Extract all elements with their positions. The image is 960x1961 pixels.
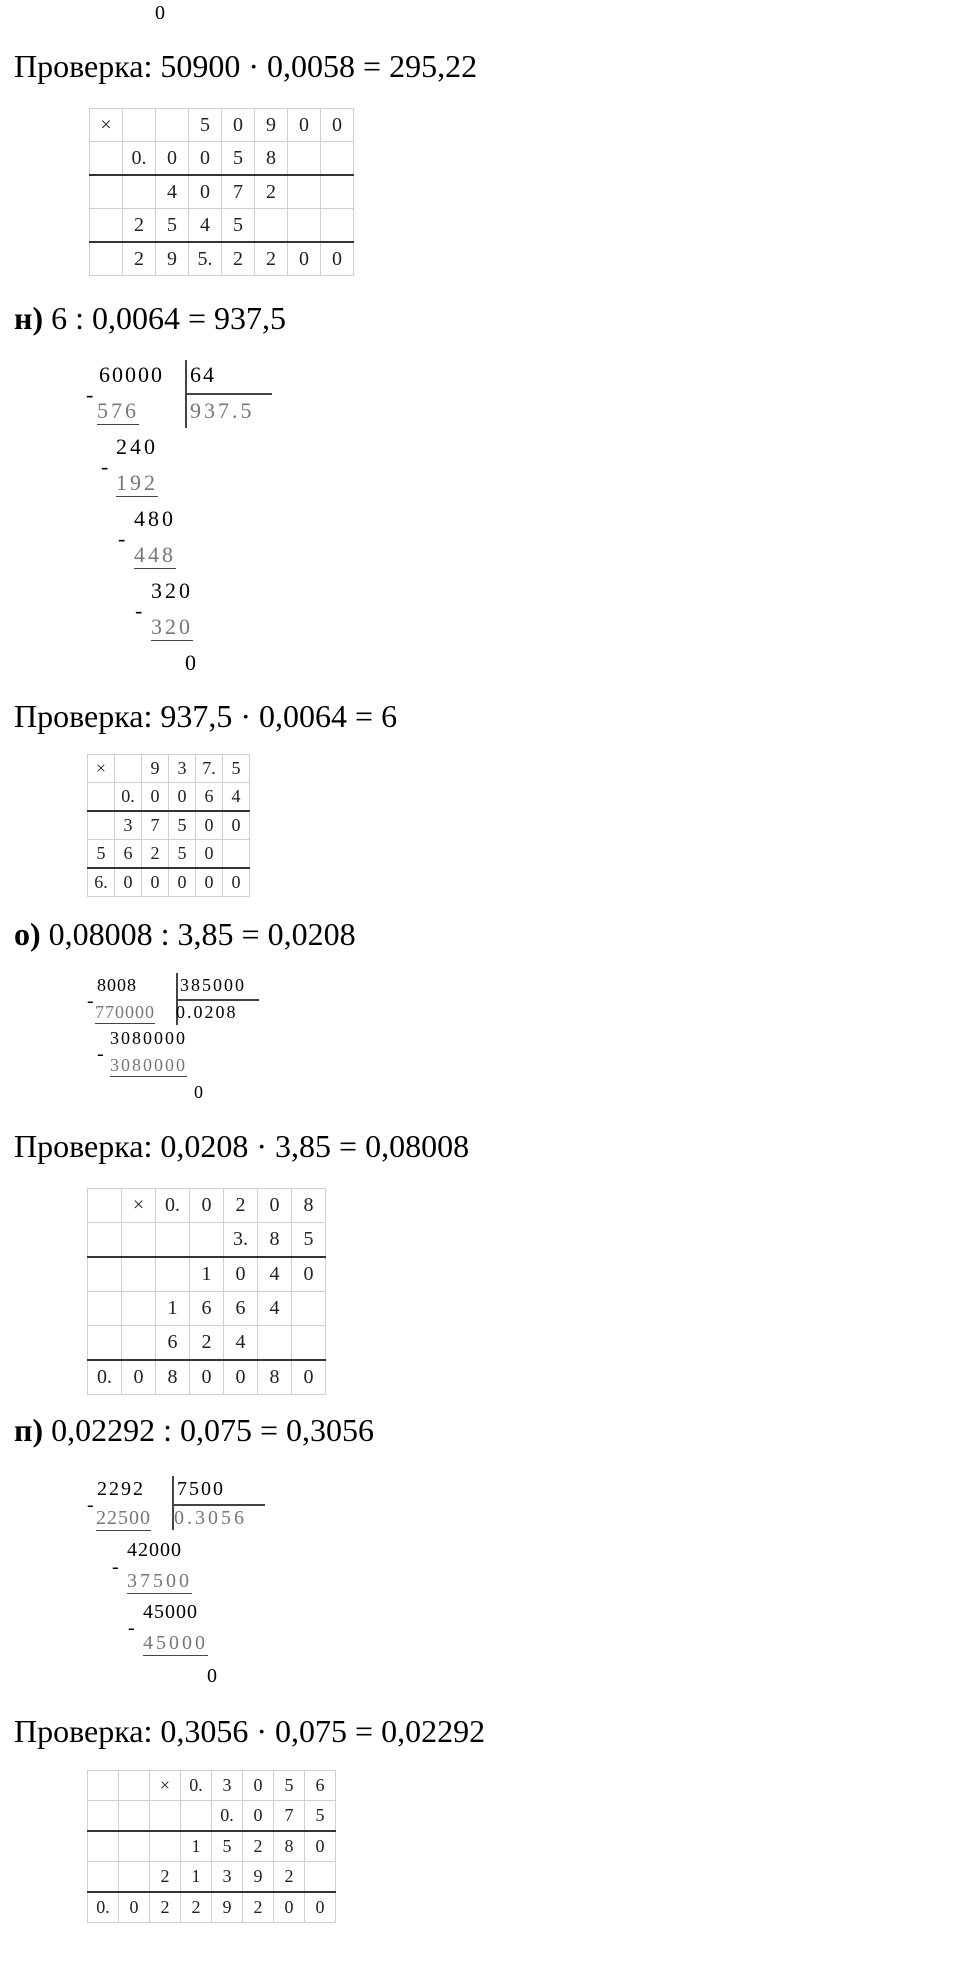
step-2: 42000 (127, 1539, 182, 1561)
grid-cell: 0 (288, 109, 321, 142)
grid-cell: 0. (88, 1892, 119, 1923)
grid-cell (321, 175, 354, 209)
grid-cell: 2 (255, 242, 288, 276)
grid-cell (156, 1223, 190, 1258)
grid-row (88, 811, 250, 840)
grid-cell: 0 (196, 840, 223, 869)
grid-row (90, 175, 354, 209)
grid-cell: 5 (305, 1801, 336, 1832)
grid-cell: 0 (119, 1892, 150, 1923)
grid-cell: 5 (212, 1831, 243, 1862)
grid-cell: 6 (305, 1771, 336, 1801)
grid-cell: 0 (305, 1892, 336, 1923)
quotient: 0.0208 (176, 1002, 238, 1022)
grid-row (88, 1831, 336, 1862)
grid-cell: 5 (223, 755, 250, 783)
dividend: 60000 (99, 362, 164, 387)
step-5: 448 (134, 542, 176, 567)
grid-cell (88, 1257, 122, 1292)
grid-cell: 0 (169, 783, 196, 812)
minus-sign: - (101, 454, 109, 479)
grid-cell: 5 (169, 811, 196, 840)
grid-cell: 0 (156, 142, 189, 176)
grid-cell: 7 (274, 1801, 305, 1832)
grid-row (88, 1257, 326, 1292)
multiplication-grid-m (89, 108, 354, 276)
grid-cell (88, 1223, 122, 1258)
quotient: 937.5 (190, 398, 255, 423)
grid-cell: 3 (212, 1771, 243, 1801)
grid-cell (292, 1326, 326, 1361)
grid-cell: 2 (224, 1189, 258, 1223)
grid-cell: 1 (190, 1257, 224, 1292)
step-1: 576 (97, 398, 139, 423)
minus-sign: - (135, 598, 143, 623)
grid-row (88, 1862, 336, 1893)
grid-cell: 9 (142, 755, 169, 783)
grid-cell: 0 (196, 811, 223, 840)
multiply-sign: × (150, 1771, 181, 1801)
grid-cell: 7 (222, 175, 255, 209)
grid-cell (150, 1801, 181, 1832)
grid-row (88, 1223, 326, 1258)
step-3: 192 (116, 470, 158, 495)
grid-cell: 1 (181, 1862, 212, 1893)
grid-row (88, 1360, 326, 1395)
check-expression: 0,3056 · 0,075 = 0,02292 (160, 1713, 486, 1749)
minus-sign: - (86, 382, 94, 407)
grid-cell (305, 1862, 336, 1893)
grid-row (88, 1326, 326, 1361)
grid-cell: 0 (292, 1257, 326, 1292)
grid-cell: 0 (258, 1189, 292, 1223)
grid-cell (88, 1831, 119, 1862)
grid-cell: 5 (189, 109, 222, 142)
grid-cell (292, 1292, 326, 1326)
grid-cell: 2 (243, 1892, 274, 1923)
step-5: 45000 (143, 1632, 208, 1654)
grid-cell (88, 1801, 119, 1832)
check-expression: 50900 · 0,0058 = 295,22 (160, 48, 478, 84)
grid-row (90, 209, 354, 243)
minus-sign: - (87, 1494, 94, 1516)
grid-cell: 2 (190, 1326, 224, 1361)
grid-cell (88, 783, 115, 812)
task-letter: п) (14, 1412, 44, 1448)
grid-cell: 5 (274, 1771, 305, 1801)
grid-cell (321, 142, 354, 176)
grid-cell: 0 (189, 142, 222, 176)
grid-cell (223, 840, 250, 869)
step-2: 3080000 (110, 1028, 187, 1048)
grid-cell (156, 1257, 190, 1292)
grid-cell: 4 (258, 1257, 292, 1292)
remainder: 0 (185, 650, 196, 675)
grid-cell: 3 (212, 1862, 243, 1893)
grid-cell: 6. (88, 868, 115, 897)
grid-cell: 4 (189, 209, 222, 243)
grid-cell: 0 (288, 242, 321, 276)
grid-cell: 0 (169, 868, 196, 897)
previous-remainder: 0 (155, 2, 165, 24)
grid-cell: 6 (224, 1292, 258, 1326)
grid-cell: 2 (181, 1892, 212, 1923)
task-expression: 0,08008 : 3,85 = 0,0208 (48, 916, 356, 952)
grid-cell: 2 (222, 242, 255, 276)
grid-cell: 0 (224, 1257, 258, 1292)
divisor: 7500 (177, 1478, 225, 1500)
grid-cell: 0 (222, 109, 255, 142)
check-heading-p (14, 1713, 485, 1749)
grid-cell: 2 (243, 1831, 274, 1862)
grid-cell: 9 (255, 109, 288, 142)
grid-row (90, 242, 354, 276)
grid-cell: 6 (156, 1326, 190, 1361)
task-letter: о) (14, 916, 41, 952)
grid-row (88, 1771, 336, 1801)
grid-cell: 9 (243, 1862, 274, 1893)
grid-cell: 0. (123, 142, 156, 176)
step-2: 240 (116, 434, 158, 459)
grid-row (90, 142, 354, 176)
grid-cell: 0 (190, 1360, 224, 1395)
remainder: 0 (194, 1082, 203, 1102)
grid-cell: 6 (196, 783, 223, 812)
grid-cell: 0 (142, 868, 169, 897)
grid-cell (88, 1326, 122, 1361)
grid-row (88, 840, 250, 869)
grid-cell (181, 1801, 212, 1832)
grid-cell (122, 1292, 156, 1326)
grid-cell (122, 1326, 156, 1361)
check-heading-n (14, 698, 397, 734)
grid-cell (288, 175, 321, 209)
multiplication-grid-n (87, 754, 250, 897)
grid-row (88, 1801, 336, 1832)
grid-cell: 8 (292, 1189, 326, 1223)
step-3: 37500 (127, 1570, 192, 1592)
grid-cell: 4 (224, 1326, 258, 1361)
grid-cell: 5 (222, 142, 255, 176)
grid-cell: 7. (196, 755, 223, 783)
check-label: Проверка: (14, 698, 153, 734)
grid-cell (122, 1257, 156, 1292)
grid-cell: 2 (123, 242, 156, 276)
grid-cell (258, 1326, 292, 1361)
grid-cell: 0 (224, 1360, 258, 1395)
grid-cell (88, 1292, 122, 1326)
multiply-sign: × (88, 755, 115, 783)
grid-cell: 8 (274, 1831, 305, 1862)
grid-cell: 8 (258, 1223, 292, 1258)
minus-sign: - (112, 1556, 119, 1578)
grid-cell: 5 (156, 209, 189, 243)
minus-sign: - (118, 526, 126, 551)
grid-cell: 0 (243, 1771, 274, 1801)
grid-cell: 5 (292, 1223, 326, 1258)
grid-cell: 0. (181, 1771, 212, 1801)
grid-cell: 8 (255, 142, 288, 176)
grid-cell: 0 (115, 868, 142, 897)
grid-cell: 3. (224, 1223, 258, 1258)
grid-cell: 0 (223, 868, 250, 897)
grid-cell: 8 (156, 1360, 190, 1395)
grid-cell: 0 (305, 1831, 336, 1862)
task-heading-n (14, 300, 286, 336)
task-heading-o (14, 916, 356, 952)
grid-cell: 0 (274, 1892, 305, 1923)
task-heading-p (14, 1412, 374, 1448)
grid-cell: 6 (115, 840, 142, 869)
grid-cell: 5. (189, 242, 222, 276)
grid-cell (119, 1831, 150, 1862)
grid-cell (88, 811, 115, 840)
grid-cell (123, 175, 156, 209)
grid-cell (90, 175, 123, 209)
grid-row (88, 783, 250, 812)
grid-row (88, 1292, 326, 1326)
grid-cell: 0 (223, 811, 250, 840)
check-heading-o (14, 1128, 469, 1164)
grid-cell (88, 1771, 119, 1801)
grid-cell: 2 (123, 209, 156, 243)
step-6: 320 (151, 578, 193, 603)
grid-row (88, 1189, 326, 1223)
grid-cell: 7 (142, 811, 169, 840)
step-1: 22500 (96, 1507, 151, 1529)
step-1: 770000 (95, 1002, 155, 1022)
task-expression: 0,02292 : 0,075 = 0,3056 (51, 1412, 375, 1448)
grid-cell: 2 (150, 1862, 181, 1893)
grid-row (88, 868, 250, 897)
grid-cell: 0. (88, 1360, 122, 1395)
step-4: 45000 (143, 1601, 198, 1623)
grid-cell (150, 1831, 181, 1862)
grid-cell (90, 209, 123, 243)
grid-row (90, 109, 354, 142)
grid-cell (288, 142, 321, 176)
grid-cell: 0 (292, 1360, 326, 1395)
grid-cell: 2 (255, 175, 288, 209)
grid-cell: 2 (150, 1892, 181, 1923)
grid-cell (156, 109, 189, 142)
grid-cell (321, 209, 354, 243)
quotient: 0.3056 (174, 1507, 247, 1529)
grid-cell: 6 (190, 1292, 224, 1326)
grid-cell: 4 (223, 783, 250, 812)
grid-cell (255, 209, 288, 243)
grid-cell (90, 142, 123, 176)
minus-sign: - (97, 1043, 104, 1065)
grid-cell: 0 (321, 242, 354, 276)
grid-cell: 0 (243, 1801, 274, 1832)
grid-cell: 0 (321, 109, 354, 142)
dividend: 8008 (97, 975, 137, 995)
grid-cell: 0 (190, 1189, 224, 1223)
grid-cell: 5 (222, 209, 255, 243)
multiplication-grid-p (87, 1770, 336, 1923)
grid-cell: 1 (181, 1831, 212, 1862)
minus-sign: - (128, 1617, 135, 1639)
grid-cell: 9 (156, 242, 189, 276)
grid-cell (119, 1862, 150, 1893)
check-label: Проверка: (14, 1713, 153, 1749)
remainder: 0 (207, 1665, 217, 1687)
grid-row (88, 755, 250, 783)
minus-sign: - (87, 990, 94, 1012)
check-expression: 937,5 · 0,0064 = 6 (160, 698, 398, 734)
divisor: 64 (190, 362, 216, 387)
grid-cell: 2 (142, 840, 169, 869)
check-label: Проверка: (14, 1128, 153, 1164)
grid-cell (190, 1223, 224, 1258)
grid-cell (123, 109, 156, 142)
multiply-sign: × (122, 1189, 156, 1223)
grid-cell: 9 (212, 1892, 243, 1923)
multiply-sign: × (90, 109, 123, 142)
step-3: 3080000 (110, 1055, 187, 1075)
grid-cell (122, 1223, 156, 1258)
grid-cell: 8 (258, 1360, 292, 1395)
grid-cell: 0 (122, 1360, 156, 1395)
grid-cell: 0 (142, 783, 169, 812)
dividend: 2292 (97, 1478, 145, 1500)
task-expression: 6 : 0,0064 = 937,5 (51, 300, 287, 336)
check-heading-m (14, 48, 477, 84)
grid-row (88, 1892, 336, 1923)
grid-cell (88, 1862, 119, 1893)
grid-cell: 5 (169, 840, 196, 869)
grid-cell: 0. (156, 1189, 190, 1223)
grid-cell: 5 (88, 840, 115, 869)
grid-cell (119, 1801, 150, 1832)
check-label: Проверка: (14, 48, 153, 84)
grid-cell (119, 1771, 150, 1801)
grid-cell (88, 1189, 122, 1223)
grid-cell: 2 (274, 1862, 305, 1893)
grid-cell (115, 755, 142, 783)
grid-cell (288, 209, 321, 243)
task-letter: н) (14, 300, 44, 336)
grid-cell: 0 (196, 868, 223, 897)
check-expression: 0,0208 · 3,85 = 0,08008 (160, 1128, 470, 1164)
step-7: 320 (151, 614, 193, 639)
grid-cell: 1 (156, 1292, 190, 1326)
step-4: 480 (134, 506, 176, 531)
grid-cell (90, 242, 123, 276)
grid-cell: 0 (189, 175, 222, 209)
grid-cell: 4 (156, 175, 189, 209)
grid-cell: 3 (115, 811, 142, 840)
divisor: 385000 (180, 975, 246, 995)
grid-cell: 4 (258, 1292, 292, 1326)
multiplication-grid-o (87, 1188, 326, 1395)
grid-cell: 0. (115, 783, 142, 812)
grid-cell: 3 (169, 755, 196, 783)
grid-cell: 0. (212, 1801, 243, 1832)
